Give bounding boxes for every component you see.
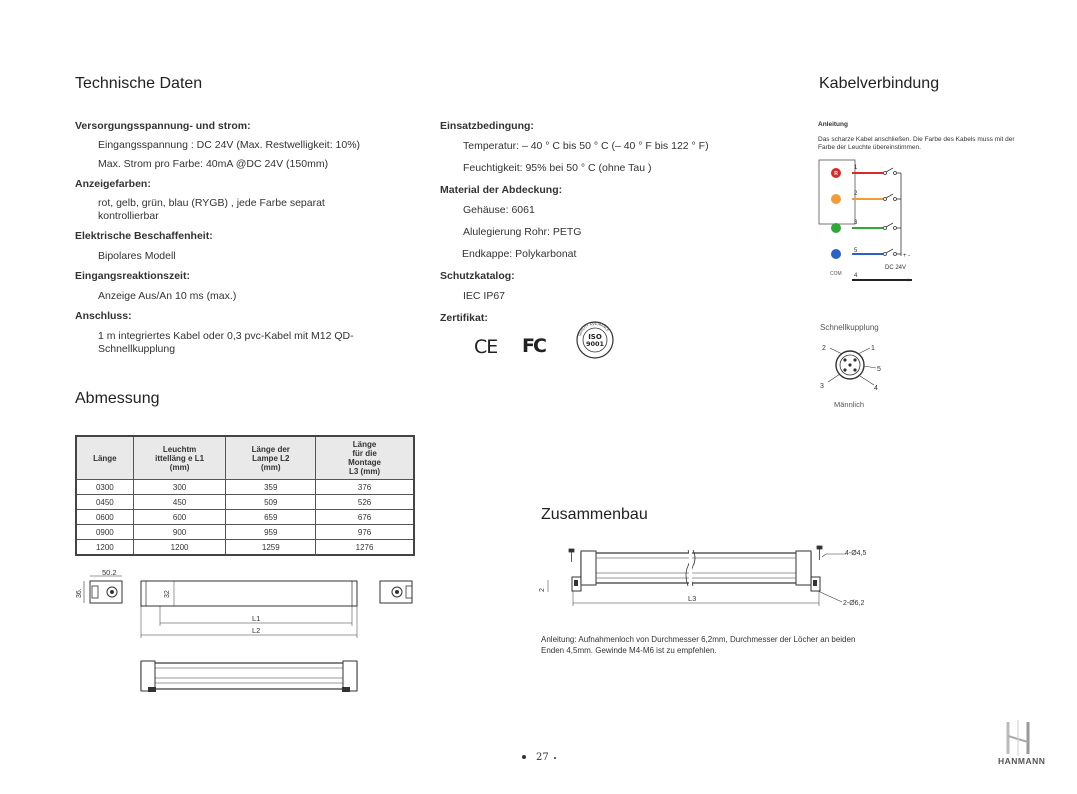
zusammenbau-title: Zusammenbau <box>541 506 648 523</box>
table-cell: 526 <box>316 495 414 510</box>
spec-title: Elektrische Beschaffenheit: <box>75 230 213 242</box>
mid-height-label: 32 <box>164 590 171 598</box>
spec-item: rot, gelb, grün, blau (RYGB) , jede Farbe separat kontrollierbar <box>98 197 325 222</box>
iso-ring-text: QUALITY ASSURANCE <box>577 321 610 337</box>
dc-label: DC 24V <box>885 265 907 271</box>
brand-name: HANMANN <box>998 756 1046 766</box>
table-cell: 0450 <box>76 495 133 510</box>
table-cell: 1276 <box>316 540 414 556</box>
spec-title: Anzeigefarben: <box>75 178 151 190</box>
table-cell: 0300 <box>76 480 133 495</box>
iso-main-text: ISO <box>588 333 602 341</box>
spec-item: Alulegierung Rohr: PETG <box>463 226 582 238</box>
table-header-row <box>76 436 414 480</box>
table-cell: 300 <box>133 480 226 495</box>
iso-number-text: 9001 <box>585 340 605 348</box>
spec-title: Zertifikat: <box>440 312 488 324</box>
table-cell: 509 <box>226 495 316 510</box>
spec-title: Material der Abdeckung: <box>440 184 563 196</box>
assembly-note: Anleitung: Aufnahmenloch von Durchmesser 6,2mm, Durchmesser der Löcher an beiden Enden 4,5mm. Gewinde M4-M6 ist zu empfehlen. <box>541 635 856 655</box>
wiring-diagram <box>815 158 925 288</box>
dimension-drawing <box>72 568 422 698</box>
wire-num: 5 <box>854 248 858 254</box>
table-cell: 600 <box>133 510 226 525</box>
pin-label: 5 <box>877 366 881 373</box>
led-green <box>831 223 841 233</box>
spec-title: Anschluss: <box>75 310 132 322</box>
table-row <box>76 540 414 556</box>
table-row <box>76 495 414 510</box>
pin-label: 4 <box>874 385 878 392</box>
hole-small-label: 4-Ø4,5 <box>845 550 867 557</box>
spec-list-middle <box>440 120 760 324</box>
hole-big-label: 2-Ø6,2 <box>843 600 865 607</box>
hanmann-logo-icon <box>1004 718 1032 758</box>
wire-num: 2 <box>854 191 858 197</box>
abmessung-title: Abmessung <box>75 390 160 407</box>
spec-title: Versorgungsspannung- und strom: <box>75 120 251 132</box>
table-cell: 359 <box>226 480 316 495</box>
width-label: 50.2 <box>102 568 117 577</box>
col-header: Länge <box>76 436 133 480</box>
spec-item: Eingangsspannung : DC 24V (Max. Restwelligkeit: 10%) <box>98 139 361 151</box>
table-cell: 900 <box>133 525 226 540</box>
table-cell: 659 <box>226 510 316 525</box>
spec-list-left <box>75 120 375 356</box>
spec-item: Feuchtigkeit: 95% bei 50 ° C (ohne Tau ) <box>463 162 652 174</box>
wire-num: 1 <box>854 165 858 171</box>
table-row <box>76 510 414 525</box>
anleitung-title: Anleitung <box>818 121 848 128</box>
table-row <box>76 480 414 495</box>
fc-logo: FC <box>522 335 545 357</box>
wire-num: 4 <box>854 273 858 279</box>
dimension-table <box>75 435 415 556</box>
table-cell: 1200 <box>133 540 226 556</box>
ce-logo: CE <box>474 336 498 358</box>
pin-label: 1 <box>871 345 875 352</box>
l3-label: L3 <box>688 594 697 603</box>
spec-title: Eingangsreaktionszeit: <box>75 270 190 282</box>
led-orange <box>831 194 841 204</box>
table-cell: 376 <box>316 480 414 495</box>
spec-item: 1 m integriertes Kabel oder 0,3 pvc-Kabel mit M12 QD-Schnellkupplung <box>98 330 354 355</box>
col-header: Leuchtm ittelläng e L1 (mm) <box>133 436 226 480</box>
l1-label: L1 <box>252 614 261 623</box>
tube-front-view <box>141 661 357 692</box>
pin-label: 3 <box>820 383 824 390</box>
table-cell: 676 <box>316 510 414 525</box>
page-number: 27 <box>536 752 549 763</box>
spec-item: Temperatur: – 40 ° C bis 50 ° C (– 40 ° F bis 122 ° F) <box>463 140 709 152</box>
minus-plus-label: - + <box>903 278 911 284</box>
spec-title: Einsatzbedingung: <box>440 120 534 132</box>
spec-item: Max. Strom pro Farbe: 40mA @DC 24V (150mm) <box>98 158 329 170</box>
spec-title: Schutzkatalog: <box>440 270 515 282</box>
height-label: 36. <box>76 588 83 598</box>
table-row <box>76 525 414 540</box>
table-cell: 450 <box>133 495 226 510</box>
led-r-label: R <box>834 171 838 177</box>
connector-caption: Männlich <box>834 400 865 409</box>
table-cell: 1200 <box>76 540 133 556</box>
schnellkupplung-title: Schnellkupplung <box>820 323 879 332</box>
col-header: Länge für die Montage L3 (mm) <box>316 436 414 480</box>
anleitung-text: Das scharze Kabel anschließen. Die Farbe des Kabels muss mit der Farbe der Leuchte übereinstimmen. <box>818 136 1015 151</box>
l2-label: L2 <box>252 626 261 635</box>
connector-diagram <box>818 340 888 395</box>
led-blue <box>831 249 841 259</box>
table-cell: 976 <box>316 525 414 540</box>
spec-item: IEC IP67 <box>463 290 506 302</box>
technische-daten-title: Technische Daten <box>75 75 203 92</box>
spec-item: Bipolares Modell <box>98 250 176 262</box>
kabelverbindung-title: Kabelverbindung <box>819 75 940 92</box>
spec-item: Anzeige Aus/An 10 ms (max.) <box>98 290 237 302</box>
end-cap-right-drawing <box>380 581 412 603</box>
table-cell: 0900 <box>76 525 133 540</box>
wire-num: 3 <box>854 220 858 226</box>
pin-label: 2 <box>822 345 826 352</box>
table-cell: 959 <box>226 525 316 540</box>
table-cell: 1259 <box>226 540 316 556</box>
spec-item: Gehäuse: 6061 <box>463 204 535 216</box>
spec-item: Endkappe: Polykarbonat <box>462 248 577 260</box>
assembly-drawing <box>536 540 886 615</box>
table-cell: 0600 <box>76 510 133 525</box>
com-label: COM <box>830 271 842 277</box>
plus-minus-label: + - <box>903 253 911 259</box>
col-header: Länge der Lampe L2 (mm) <box>226 436 316 480</box>
end-cap-left-drawing <box>84 576 122 603</box>
iso-9001-logo <box>575 320 615 360</box>
side-label: 2 <box>539 588 546 592</box>
page-number-dot <box>522 755 526 759</box>
page-number-dot <box>554 757 556 759</box>
